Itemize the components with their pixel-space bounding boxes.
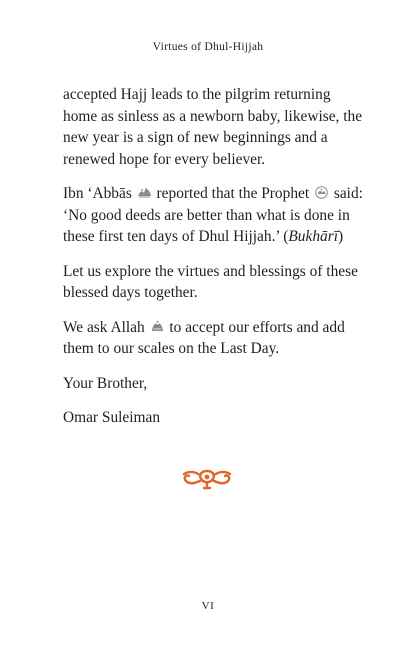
paragraph-2-part4: ): [337, 228, 344, 245]
paragraph-4: [63, 317, 363, 360]
radiyallahu-anhu-icon: [137, 186, 152, 199]
body-text: [63, 84, 363, 442]
running-head: Virtues of Dhul-Hijjah: [152, 41, 264, 53]
paragraph-2-part2: reported that the Prophet: [156, 185, 310, 202]
hadith-source: Bukhārī: [288, 228, 338, 245]
paragraph-2-part3: said: ‘No good deeds are better than what is done in these first ten days of Dhul Hijjah.’ (: [63, 185, 363, 245]
paragraph-3: Let us explore the virtues and blessings of these blessed days together.: [63, 262, 358, 301]
sallallahu-alayhi-wa-sallam-icon: [314, 186, 329, 199]
page-number: VI: [201, 600, 215, 612]
paragraph-4-part1: We ask Allah: [63, 318, 145, 336]
author-signature: Omar Suleiman: [63, 409, 161, 426]
closing-line: Your Brother,: [63, 374, 148, 392]
paragraph-2: [63, 183, 363, 248]
arabesque-ornament-icon: [180, 467, 234, 491]
paragraph-2-part1: Ibn ‘Abbās: [63, 185, 132, 202]
paragraph-4-part2: to accept our efforts and add them to our scales on the Last Day.: [63, 318, 345, 357]
paragraph-1: accepted Hajj leads to the pilgrim returning home as sinless as a newborn baby, likewise, the new year is a sign of new beginnings and a renewed hope for every believer.: [63, 86, 363, 168]
subhanahu-wa-taala-icon: [150, 320, 165, 333]
